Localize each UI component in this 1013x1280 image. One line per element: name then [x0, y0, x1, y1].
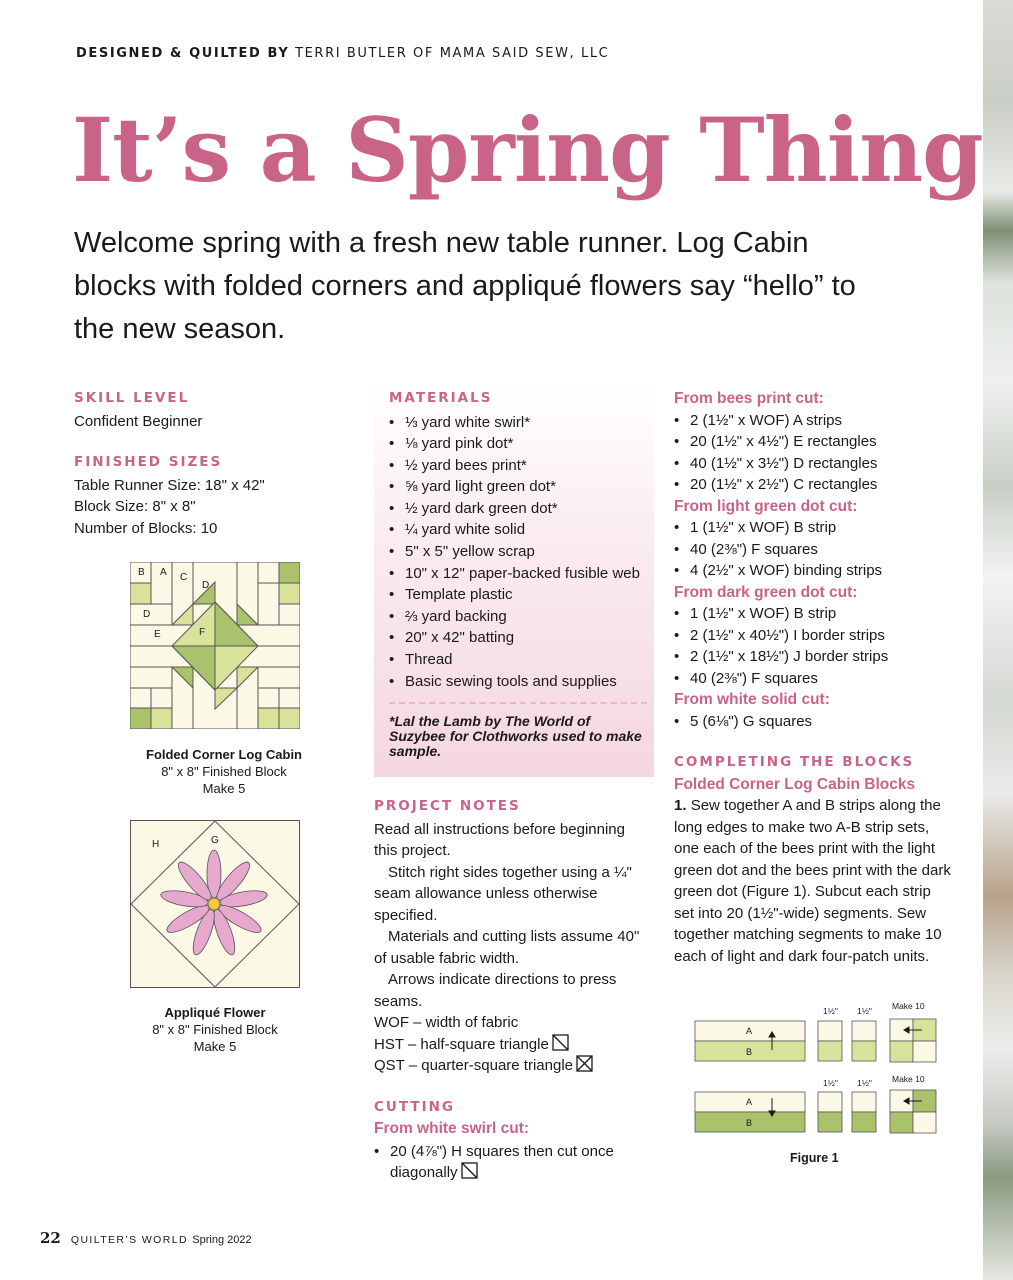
diagram-label-e: E	[154, 629, 161, 640]
block1-size: 8" x 8" Finished Block	[161, 764, 287, 779]
block1-title: Folded Corner Log Cabin	[146, 747, 302, 762]
fig-make-label: Make 10	[892, 1001, 925, 1011]
cut-item-text: 20 (4⅞") H squares then cut once diagonally	[390, 1142, 614, 1181]
cut-white-solid-list	[674, 711, 954, 733]
cut-item: • 2 (1½" x 18½") J border strips	[674, 646, 954, 668]
diagram-label-f: F	[199, 627, 206, 638]
fig-dim-label: 1½"	[823, 1078, 838, 1088]
finished-heading: FINISHED SIZES	[74, 454, 223, 470]
photo-edge	[983, 0, 1013, 1280]
note-arrows: Arrows indicate directions to press seams.	[374, 971, 617, 1010]
project-notes-section	[374, 796, 649, 1184]
fig-dim-label: 1½"	[857, 1006, 872, 1016]
cut-item	[374, 1141, 649, 1184]
article-intro: Welcome spring with a fresh new table runner. Log Cabin blocks with folded corners and appliqué flowers say “hello” to the new season.	[74, 227, 856, 345]
log-cabin-block-diagram	[130, 562, 300, 729]
materials-item: • Thread	[389, 649, 647, 671]
cut-bees-list	[674, 410, 954, 496]
left-column	[74, 388, 344, 539]
cut-white-swirl-list	[374, 1141, 649, 1184]
byline-lead: DESIGNED & QUILTED BY	[76, 46, 290, 61]
diagram-label-c: C	[180, 572, 188, 583]
cut-light-green-title: From light green dot cut:	[674, 497, 858, 515]
block2-caption	[100, 1004, 330, 1055]
materials-list	[389, 412, 647, 693]
materials-item: • ⅔ yard backing	[389, 606, 647, 628]
cut-item: • 5 (6⅛") G squares	[674, 711, 954, 733]
cut-dark-green-title: From dark green dot cut:	[674, 583, 858, 601]
cut-item: • 40 (1½" x 3½") D rectangles	[674, 453, 954, 475]
hst-icon	[461, 1162, 478, 1179]
cut-item: • 1 (1½" x WOF) B strip	[674, 603, 954, 625]
hst-icon	[552, 1034, 569, 1051]
applique-flower-block-diagram	[130, 820, 300, 988]
diagram-label-a: A	[160, 567, 167, 578]
materials-item: • ½ yard dark green dot*	[389, 498, 647, 520]
materials-item: • ⅓ yard white swirl*	[389, 412, 647, 434]
article-title: It’s a Spring Thing	[72, 98, 983, 202]
cut-bees-title: From bees print cut:	[674, 390, 824, 407]
cut-item: • 20 (1½" x 4½") E rectangles	[674, 431, 954, 453]
materials-heading: MATERIALS	[389, 390, 493, 406]
materials-section	[389, 388, 647, 759]
note-width: Materials and cutting lists assume 40" of usable fabric width.	[374, 928, 640, 967]
figure-1-caption: Figure 1	[790, 1151, 839, 1165]
cut-item: • 1 (1½" x WOF) B strip	[674, 517, 954, 539]
note-wof: WOF – width of fabric	[374, 1014, 519, 1031]
cut-item: • 40 (2⅜") F squares	[674, 668, 954, 690]
fig-label-a: A	[746, 1097, 753, 1107]
page-number: 22	[40, 1229, 61, 1247]
note-qst-text: QST – quarter-square triangle	[374, 1057, 573, 1074]
byline-designer: TERRI BUTLER OF MAMA SAID SEW, LLC	[295, 46, 610, 61]
step-1	[674, 795, 954, 967]
finished-runner-size: Table Runner Size: 18" x 42"	[74, 476, 265, 494]
block2-size: 8" x 8" Finished Block	[152, 1022, 278, 1037]
cut-item: • 40 (2⅜") F squares	[674, 539, 954, 561]
cut-item: • 4 (2½" x WOF) binding strips	[674, 560, 954, 582]
materials-divider	[389, 702, 647, 704]
magazine-name: QUILTER’S WORLD	[70, 1234, 188, 1246]
fabric-note: *Lal the Lamb by The World of Suzybee for Clothworks used to make sample.	[389, 713, 642, 760]
block2-make: Make 5	[193, 1039, 237, 1054]
page-folio	[40, 1229, 252, 1247]
note-qst	[374, 1055, 649, 1077]
project-notes-heading: PROJECT NOTES	[374, 798, 521, 814]
materials-item: • 5" x 5" yellow scrap	[389, 541, 647, 563]
materials-item: • 20" x 42" batting	[389, 627, 647, 649]
cut-item: • 2 (1½" x WOF) A strips	[674, 410, 954, 432]
fig-label-a: A	[746, 1026, 753, 1036]
note-hst	[374, 1034, 649, 1056]
materials-item: • ⅛ yard pink dot*	[389, 433, 647, 455]
materials-item: • ⅝ yard light green dot*	[389, 476, 647, 498]
fig-label-b: B	[746, 1118, 753, 1128]
step-1-text: Sew together A and B strips along the long edges to make two A-B strip sets, one each of the bees print with the light green dot and the bees print with the dark green dot (Figure 1). Subcut each strip set into 20 (1½"-wide) segments. Sew together matching segments to make 10 each of light and dark four-patch units.	[674, 797, 951, 965]
cutting-heading: CUTTING	[374, 1098, 455, 1115]
materials-item: • ½ yard bees print*	[389, 455, 647, 477]
materials-item: • ¼ yard white solid	[389, 519, 647, 541]
fig-label-b: B	[746, 1047, 753, 1057]
completing-subheading: Folded Corner Log Cabin Blocks	[674, 775, 916, 793]
block2-title: Appliqué Flower	[164, 1005, 266, 1020]
materials-item: • Template plastic	[389, 584, 647, 606]
cut-dark-green-list	[674, 603, 954, 689]
diagram-label-b: B	[138, 567, 145, 578]
note-read: Read all instructions before beginning this project.	[374, 820, 625, 859]
note-hst-text: HST – half-square triangle	[374, 1035, 549, 1053]
cut-item: • 2 (1½" x 40½") I border strips	[674, 625, 954, 647]
materials-item: • Basic sewing tools and supplies	[389, 671, 647, 693]
diagram-label-d-top: D	[202, 580, 210, 591]
figure-1-diagram	[690, 1000, 950, 1170]
step-1-number: 1.	[674, 797, 687, 814]
diagram-label-g: G	[211, 835, 219, 846]
materials-item: • 10" x 12" paper-backed fusible web	[389, 563, 647, 585]
cut-white-swirl-title: From white swirl cut:	[374, 1120, 530, 1137]
finished-block-count: Number of Blocks: 10	[74, 519, 218, 537]
completing-heading: COMPLETING THE BLOCKS	[674, 754, 915, 770]
fig-make-label: Make 10	[892, 1074, 925, 1084]
cutting-continued	[674, 388, 954, 967]
diagram-label-h: H	[152, 839, 160, 850]
cut-item: • 20 (1½" x 2½") C rectangles	[674, 474, 954, 496]
cut-light-green-list	[674, 517, 954, 582]
cut-white-solid-title: From white solid cut:	[674, 691, 830, 708]
skill-heading: SKILL LEVEL	[74, 390, 190, 406]
fig-dim-label: 1½"	[823, 1006, 838, 1016]
block1-make: Make 5	[202, 781, 246, 796]
note-seam: Stitch right sides together using a ¼" seam allowance unless otherwise specified.	[374, 863, 632, 924]
block1-caption	[110, 746, 338, 797]
fig-dim-label: 1½"	[857, 1078, 872, 1088]
byline	[76, 46, 609, 61]
qst-icon	[576, 1055, 593, 1072]
skill-value: Confident Beginner	[74, 412, 203, 430]
issue-season: Spring 2022	[192, 1234, 252, 1246]
finished-block-size: Block Size: 8" x 8"	[74, 498, 196, 515]
diagram-label-d-left: D	[143, 609, 151, 620]
